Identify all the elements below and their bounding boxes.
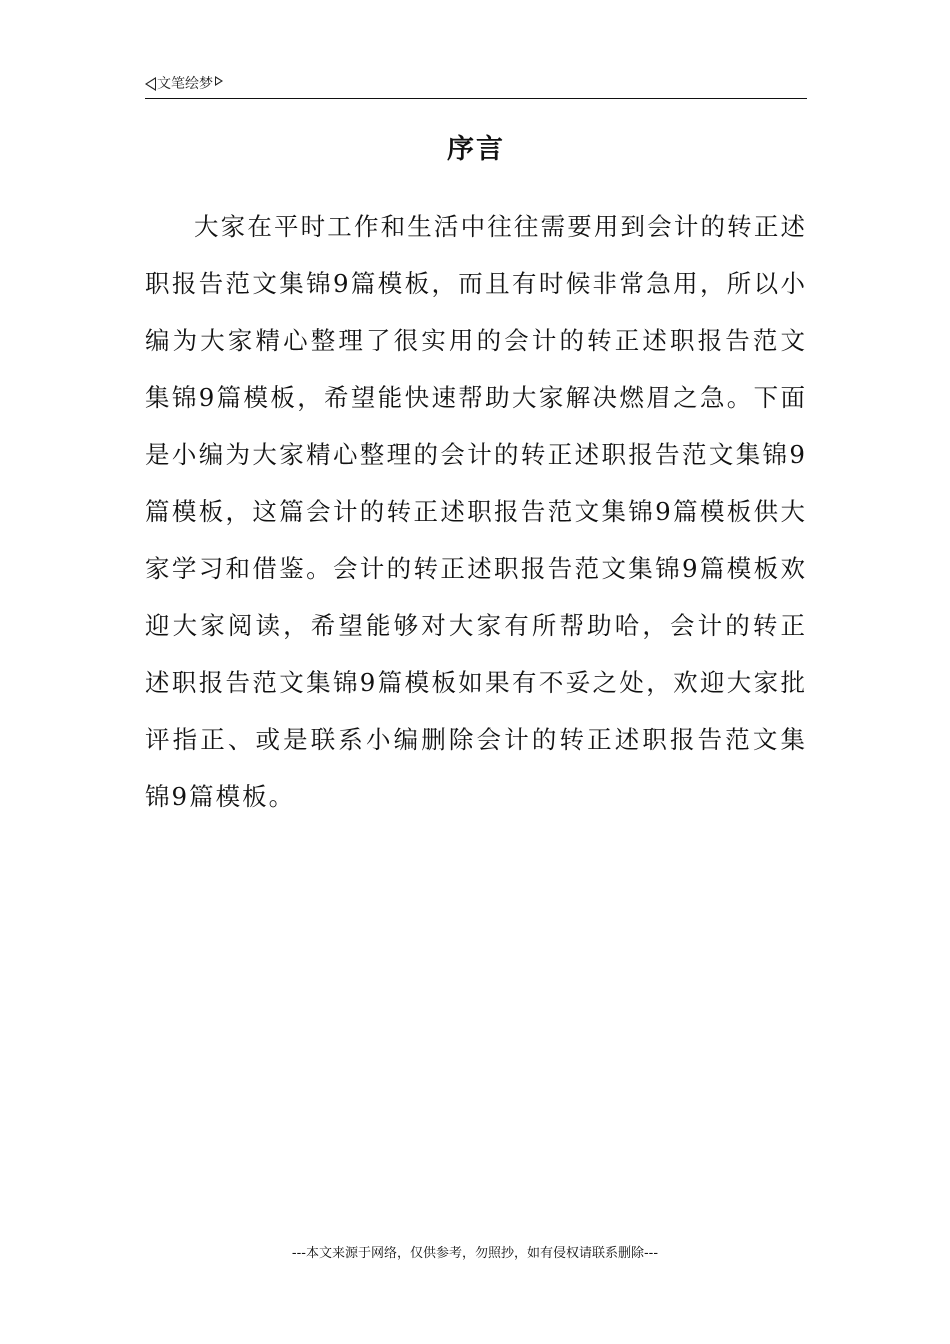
triangle-right-icon <box>215 76 223 86</box>
triangle-left-icon <box>145 77 156 91</box>
body-paragraph: 大家在平时工作和生活中往往需要用到会计的转正述职报告范文集锦9篇模板，而且有时候非常急用，所以小编为大家精心整理了很实用的会计的转正述职报告范文集锦9篇模板，希望能快速帮助大家解决燃眉之急。下面是小编为大家精心整理的会计的转正述职报告范文集锦9篇模板，这篇会计的转正述职报告范文集锦9篇模板供大家学习和借鉴。会计的转正述职报告范文集锦9篇模板欢迎大家阅读，希望能够对大家有所帮助哈，会计的转正述职报告范文集锦9篇模板如果有不妥之处，欢迎大家批评指正、或是联系小编删除会计的转正述职报告范文集锦9篇模板。 <box>145 212 807 811</box>
footer-notice: ---本文来源于网络，仅供参考，勿照抄，如有侵权请联系删除--- <box>291 1246 659 1261</box>
brand-label: 文笔绘梦 <box>157 76 213 92</box>
page-title: 序言 <box>447 134 505 165</box>
header-brand <box>145 75 223 93</box>
page-header <box>145 74 807 99</box>
